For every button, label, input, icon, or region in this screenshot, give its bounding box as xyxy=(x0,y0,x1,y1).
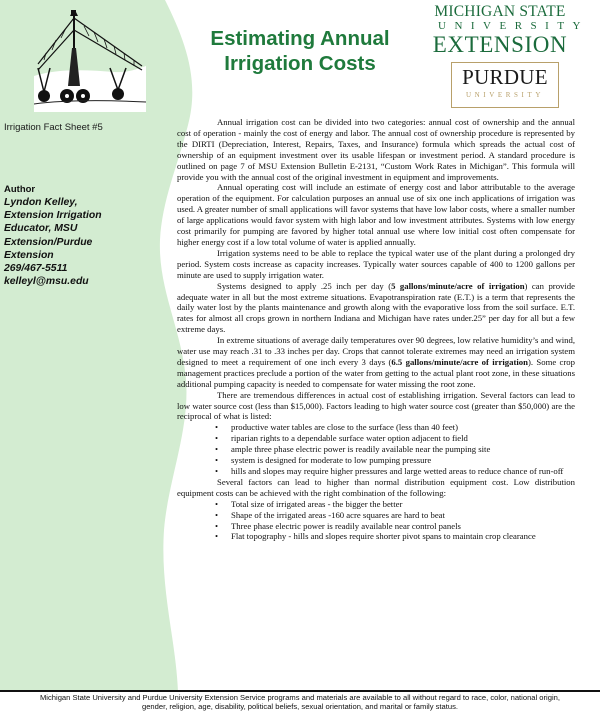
bold-text: 5 gallons/minute/acre of irrigation xyxy=(391,280,525,291)
fact-sheet-label: Irrigation Fact Sheet #5 xyxy=(4,122,103,133)
paragraph xyxy=(177,281,575,336)
purdue-logo xyxy=(451,62,559,108)
title-line: Irrigation Costs xyxy=(224,52,376,75)
msu-logo-line: UNIVERSITY xyxy=(438,20,589,32)
list-item: • productive water tables are close to the surface (less than 40 feet) xyxy=(231,422,575,433)
author-line: Extension/Purdue xyxy=(4,236,93,248)
title-line: Estimating Annual xyxy=(210,27,390,50)
list-item: • Three phase electric power is readily available near control panels xyxy=(231,521,575,532)
page-title xyxy=(190,26,410,76)
msu-extension-logo xyxy=(431,3,589,57)
bold-text: 6.5 gallons/minute/acre of irrigation xyxy=(391,356,528,367)
msu-logo-line: EXTENSION xyxy=(432,32,568,57)
purdue-logo-sub: UNIVERSITY xyxy=(466,91,544,99)
text-run: Systems designed to apply .25 inch per day ( xyxy=(217,280,392,291)
list-item: • system is designed for moderate to low pumping pressure xyxy=(231,455,575,466)
list-item: • riparian rights to a dependable surface water option adjacent to field xyxy=(231,433,575,444)
distribution-factor-list xyxy=(177,499,575,543)
text-run: ) can provide adequate water in all but the most extreme situations. Evapotranspiration rate (E.T.) is a term that represents the daily water lost by the plants maintenance and growth along with the evaporative loss from the soil surface. E.T. rates for almost all crops grown in northern Indiana and Michigan have rates under.25” per day for all but a few extreme days. xyxy=(177,280,575,335)
msu-logo-line: MICHIGAN STATE xyxy=(434,3,566,20)
paragraph: Several factors can lead to higher than normal distribution equipment cost. Low distribution equipment costs can be achieved with the right combination of the following: xyxy=(177,476,575,498)
author-heading: Author xyxy=(4,184,36,195)
author-block xyxy=(4,196,154,288)
list-item: • Flat topography - hills and slopes require shorter pivot spans to maintain crop clearance xyxy=(231,531,575,542)
footer-disclaimer: Michigan State University and Purdue University Extension Service programs and materials are available to all without regard to race, color, national origin, gender, religion, age, disability, political beliefs, sexual orientation, and marital or family status. xyxy=(39,693,560,712)
paragraph: Irrigation systems need to be able to replace the typical water use of the plant during a prolonged dry period. System costs increase as capacity increases. Typically water sources capable of 400 to 1200 gallons per minute are used to supply irrigation water. xyxy=(177,247,575,280)
list-item: • Shape of the irrigated areas -160 acre squares are hard to beat xyxy=(231,510,575,521)
author-email[interactable]: kelleyl@msu.edu xyxy=(4,276,89,288)
center-pivot-irrigation-illustration xyxy=(34,8,146,112)
author-line: Educator, MSU xyxy=(4,223,78,235)
paragraph xyxy=(177,335,575,390)
text-run: ). Some crop management practices preclude a portion of the water from getting to the actual plant root zone, in these situations additional pumping capacity is needed to compensate for water missing the root zone. xyxy=(177,356,575,389)
author-line: Extension Irrigation xyxy=(4,210,102,222)
paragraph: Annual operating cost will include an estimate of energy cost and labor attributable to the average operation of the equipment. For calculation purposes an annual use of six one inch applications of irrigation was used. A greater number of small applications will favor systems that have low labor costs, where a smaller number of large applications would favor system with high labor and low investment attributes. Systems with low energy cost primarily for pumping are favored by higher total annual use where low initial cost often compensate for higher energy cost if a low total volume of water is applied annually. xyxy=(177,182,575,247)
paragraph: There are tremendous differences in actual cost of establishing irrigation. Several factors can lead to low water source cost (less than $15,000). Factors leading to high water source cost (greater than $50,000) are the reciprocal of what is listed: xyxy=(177,389,575,422)
footer-divider xyxy=(0,690,600,692)
list-item: • ample three phase electric power is readily available near the pumping site xyxy=(231,444,575,455)
article-body xyxy=(177,117,575,542)
paragraph: Annual irrigation cost can be divided into two categories: annual cost of ownership and the annual cost of operation - mainly the cost of energy and labor. The annual cost of ownership procedure is represented by the DIRTI (Depreciation, Interest, Repairs, Taxes, and Insurance) formula which spreads the actual cost of ownership of an equipment investment over its usable lifespan or investment period. A standard procedure is outlined on page 7 of MSU Extension Bulletin E-2131, “Custom Work Rates in Michigan”. This formula will provide you with the annual cost of the original investment in equipment and improvements. xyxy=(177,117,575,182)
list-item: • Total size of irrigated areas - the bigger the better xyxy=(231,499,575,510)
author-phone: 269/467-5511 xyxy=(4,263,68,275)
author-line: Extension xyxy=(4,249,54,261)
text-run: In extreme situations of average daily temperatures over 90 degrees, low relative humidity’s and wind, water use may reach .31 to .33 inches per day. Crops that cannot tolerate extremes may need an irrigation system designed to meet a requirement of one inch every 3 days ( xyxy=(177,335,575,367)
water-source-factor-list xyxy=(177,422,575,477)
author-line: Lyndon Kelley, xyxy=(4,197,78,208)
list-item: • hills and slopes may require higher pressures and large wetted areas to reduce chance of run-off xyxy=(231,466,575,477)
purdue-logo-name: PURDUE xyxy=(462,65,548,89)
